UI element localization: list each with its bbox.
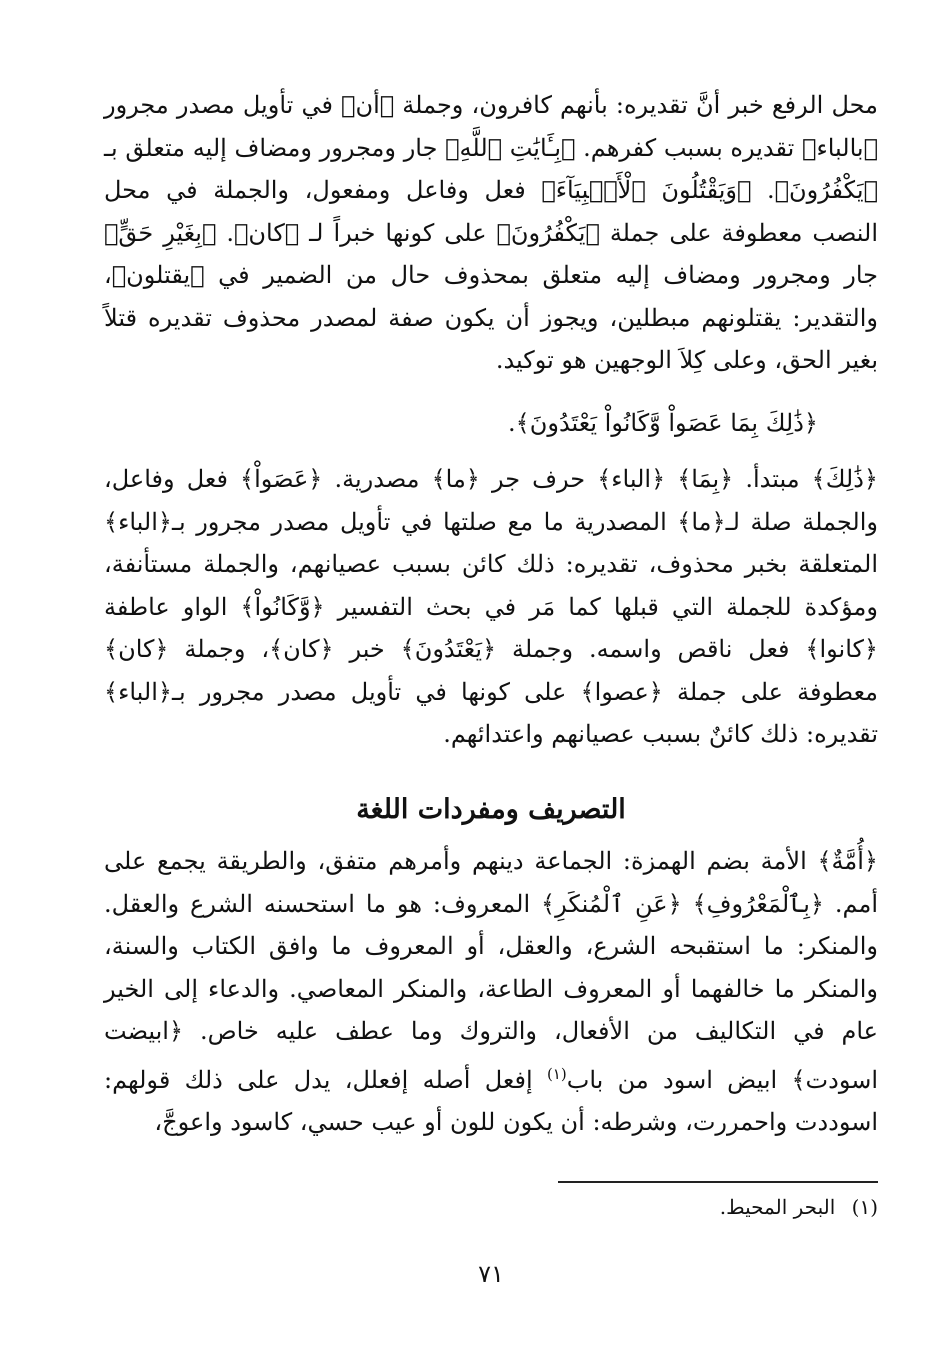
paragraph-text-start: ﴿أُمَّةٌ﴾ الأمة بضم الهمزة: الجماعة دينهم وأمرهم متفق، والطريقة يجمع على أمم. ﴿بِٱلْمَعْرُوفِ﴾ ﴿عَنِ ٱلْمُنكَرِ﴾ المعروف: هو ما استحسنه الشرع والعقل. والمنكر: ما استقبحه الشرع، والعقل، أو المعروف ما وافق الكتاب والسنة، والمنكر ما خالفهما أو المعروف الطاعة، والمنكر المعاصي. والدعاء إلى الخير عام في التكاليف من الأفعال، والتروك وما عطف عليه خاص. ﴿ابيضت اسودت﴾ ابيض اسود من باب	[104, 847, 878, 1094]
paragraph-grammar-analysis-2	[104, 458, 878, 756]
paragraph-grammar-analysis-1	[104, 84, 878, 382]
footnote-number: (١)	[851, 1195, 878, 1219]
section-heading: التصريف ومفردات اللغة	[356, 794, 626, 825]
quran-verse-line	[104, 402, 878, 444]
page-number: ٧١	[478, 1260, 504, 1288]
paragraph-vocabulary	[104, 840, 878, 1144]
footnote-reference[interactable]: (١)	[546, 1064, 567, 1083]
footnote-text: البحر المحيط.	[719, 1195, 836, 1219]
verse-text: ﴿ذَٰلِكَ بِمَا عَصَواْ وَّكَانُواْ يَعْتَدُونَ﴾.	[508, 409, 818, 437]
footnote	[104, 1192, 878, 1222]
paragraph-text: ﴿ذَٰلِكَ﴾ مبتدأ. ﴿بِمَا﴾ ﴿الباء﴾ حرف جر ﴿ما﴾ مصدرية. ﴿عَصَواْ﴾ فعل وفاعل، والجملة صلة لـ﴿ما﴾ المصدرية ما مع صلتها في تأويل مصدر مجرور بـ﴿الباء﴾ المتعلقة بخبر محذوف، تقديره: ذلك كائن بسبب عصيانهم، والجملة مستأنفة، ومؤكدة للجملة التي قبلها كما مَر في بحث التفسير ﴿وَّكَانُواْ﴾ الواو عاطفة ﴿كانوا﴾ فعل ناقص واسمه. وجملة ﴿يَعْتَدُونَ﴾ خبر ﴿كان﴾، وجملة ﴿كان﴾ معطوفة على جملة ﴿عصوا﴾ على كونها في تأويل مصدر مجرور بـ﴿الباء﴾ تقديره: ذلك كائنٌ بسبب عصيانهم واعتدائهم.	[104, 465, 878, 748]
paragraph-text: محل الرفع خبر أنَّ تقديره: بأنهم كافرون، وجملة ﴿أن﴾ في تأويل مصدر مجرور ﴿بالباء﴾ تقديره بسبب كفرهم. ﴿بِـَٔايَٰتِ ٱللَّهِ﴾ جار ومجرور ومضاف إليه متعلق بـ ﴿يَكْفُرُونَ﴾. ﴿وَيَقْتُلُونَ ٱلْأَنۢبِيَآءَ﴾ فعل وفاعل ومفعول، والجملة في محل النصب معطوفة على جملة ﴿يَكْفُرُونَ﴾ على كونها خبراً لـ ﴿كان﴾. ﴿بِغَيْرِ حَقٍّ﴾ جار ومجرور ومضاف إليه متعلق بمحذوف حال من الضمير في ﴿يقتلون﴾، والتقدير: يقتلونهم مبطلين، ويجوز أن يكون صفة لمصدر محذوف تقديره قتلاً بغير الحق، وعلى كِلاَ الوجهين هو توكيد.	[104, 91, 878, 374]
footnote-divider	[558, 1181, 878, 1183]
paragraph-text-end: إفعل أصله إفعلل، يدل على ذلك قولهم: اسوددت واحمررت، وشرطه: أن يكون للون أو عيب حسي، كاسود واعوجَّ،	[104, 1065, 878, 1136]
